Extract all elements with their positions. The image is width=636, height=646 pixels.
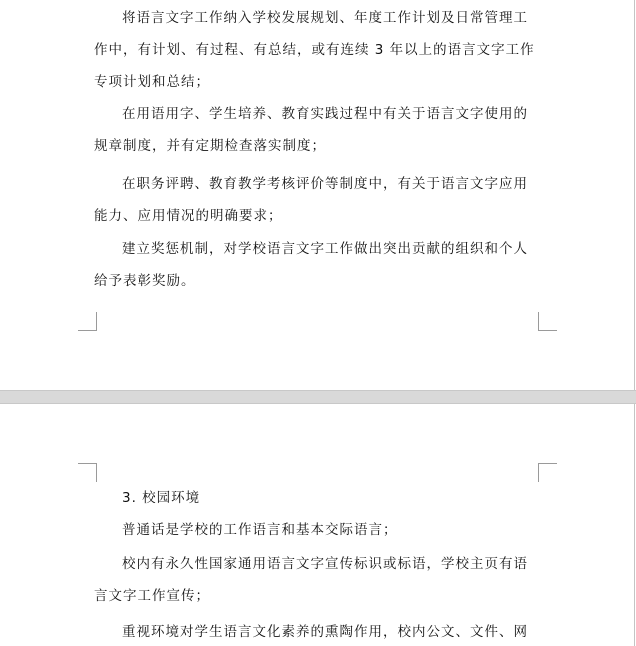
margin-corner-mark bbox=[78, 463, 97, 482]
paragraph: 重视环境对学生语言文化素养的熏陶作用，校内公文、文件、网 bbox=[122, 624, 528, 640]
paragraph: 将语言文字工作纳入学校发展规划、年度工作计划及日常管理工作中，有计划、有过程、有总结，或有连续 3 年以上的语言文字工作专项计划和总结； bbox=[94, 10, 535, 90]
document-page-2 bbox=[0, 404, 636, 646]
page-edge bbox=[634, 404, 635, 646]
page-separator bbox=[0, 390, 636, 404]
margin-corner-mark bbox=[538, 312, 557, 331]
paragraph: 在职务评聘、教育教学考核评价等制度中，有关于语言文字应用能力、应用情况的明确要求； bbox=[94, 176, 528, 224]
page-edge bbox=[634, 0, 635, 390]
paragraph: 在用语用字、学生培养、教育实践过程中有关于语言文字使用的规章制度，并有定期检查落实制度； bbox=[94, 106, 528, 154]
paragraph: 校内有永久性国家通用语言文字宣传标识或标语，学校主页有语言文字工作宣传； bbox=[94, 556, 528, 604]
margin-corner-mark bbox=[538, 463, 557, 482]
paragraph: 普通话是学校的工作语言和基本交际语言； bbox=[122, 522, 398, 538]
section-heading: 3. 校园环境 bbox=[122, 490, 201, 506]
paragraph: 建立奖惩机制，对学校语言文字工作做出突出贡献的组织和个人给予表彰奖励。 bbox=[94, 241, 528, 289]
margin-corner-mark bbox=[78, 312, 97, 331]
